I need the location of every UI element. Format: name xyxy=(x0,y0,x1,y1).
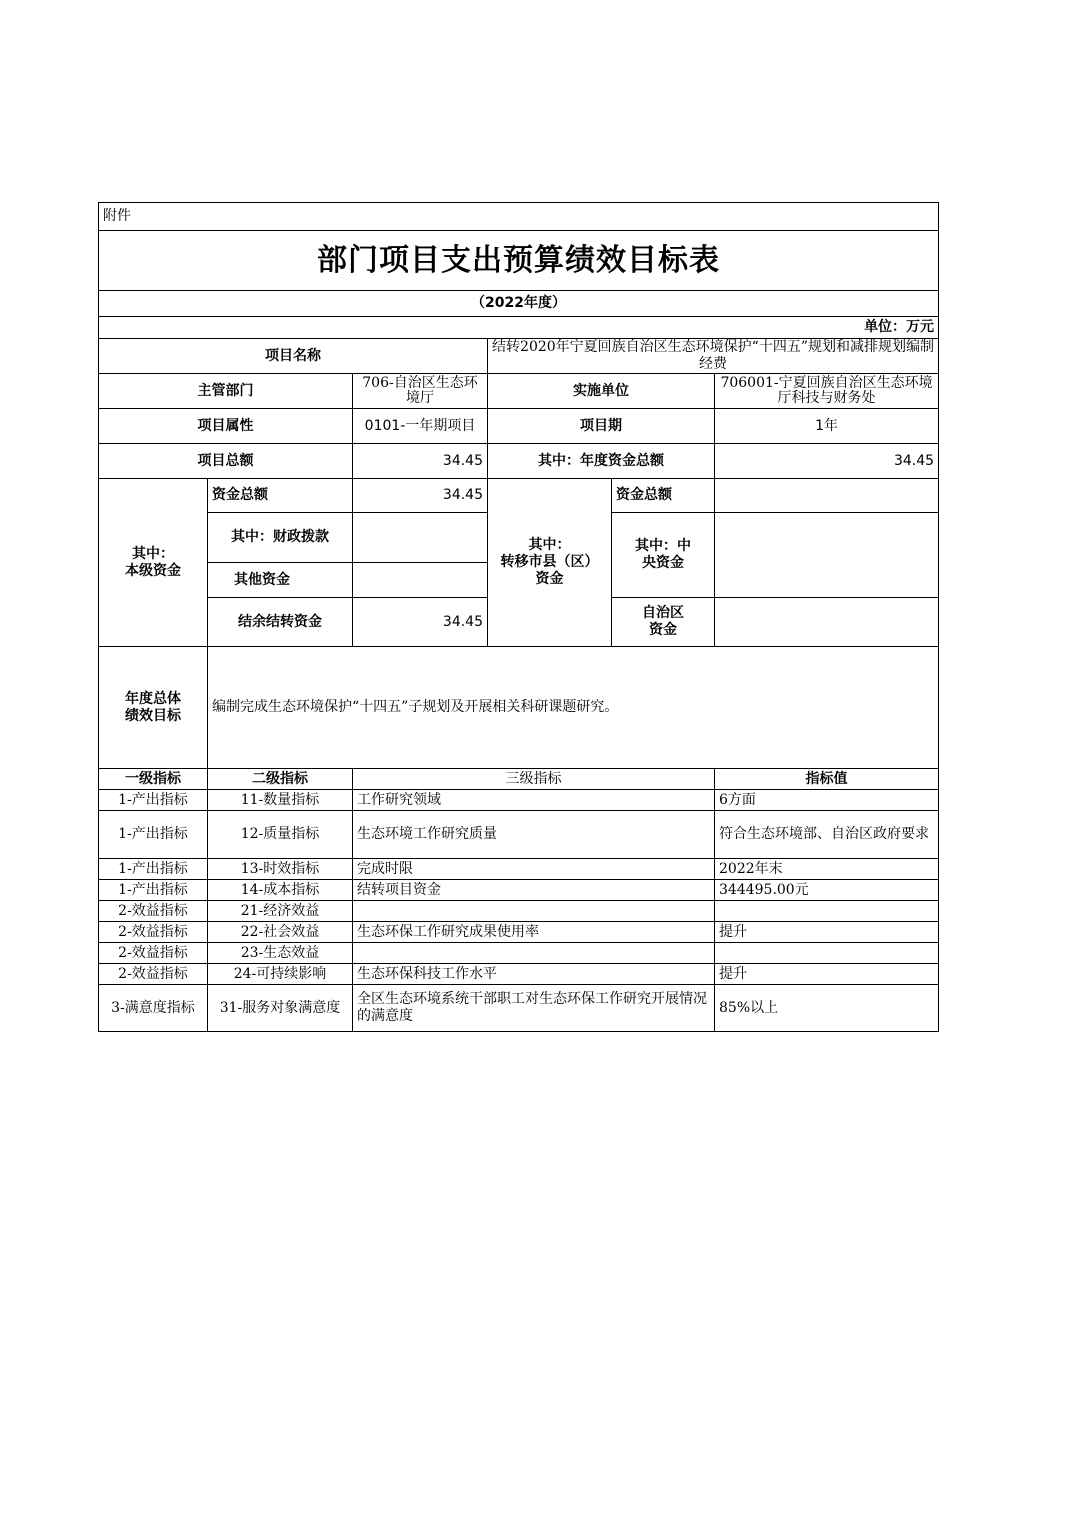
indicator-l2: 12-质量指标 xyxy=(208,811,353,859)
local-funds-label: 其中： 本级资金 xyxy=(99,479,208,647)
indicator-l1: 2-效益指标 xyxy=(99,901,208,922)
indicator-value: 6方面 xyxy=(715,790,939,811)
annual-goal-label: 年度总体 绩效目标 xyxy=(99,647,208,769)
table-row xyxy=(99,859,939,880)
carryover-funds-value: 34.45 xyxy=(353,598,488,647)
table-row xyxy=(99,985,939,1032)
table-row xyxy=(99,964,939,985)
indicator-value: 2022年末 xyxy=(715,859,939,880)
table-row xyxy=(99,943,939,964)
central-funds-label: 其中：中 央资金 xyxy=(612,513,715,598)
page-title: 部门项目支出预算绩效目标表 xyxy=(99,231,939,291)
annual-goal-value: 编制完成生态环境保护“十四五”子规划及开展相关科研课题研究。 xyxy=(208,647,939,769)
indicator-l1: 1-产出指标 xyxy=(99,811,208,859)
fiscal-funds-label: 其中：财政拨款 xyxy=(208,513,353,563)
annual-total-label: 其中：年度资金总额 xyxy=(488,444,715,479)
indicator-l2: 13-时效指标 xyxy=(208,859,353,880)
dept-label: 主管部门 xyxy=(99,374,353,409)
transfer-total-label: 资金总额 xyxy=(612,479,715,513)
indicator-l1: 1-产出指标 xyxy=(99,790,208,811)
annual-total-value: 34.45 xyxy=(715,444,939,479)
indicator-l2: 14-成本指标 xyxy=(208,880,353,901)
indicator-l2: 24-可持续影响 xyxy=(208,964,353,985)
indicator-l2: 11-数量指标 xyxy=(208,790,353,811)
indicator-value xyxy=(715,943,939,964)
attachment-label: 附件 xyxy=(99,203,939,231)
indicator-l3 xyxy=(353,901,715,922)
indicator-l3: 生态环保科技工作水平 xyxy=(353,964,715,985)
indicator-value xyxy=(715,901,939,922)
region-funds-label: 自治区 资金 xyxy=(612,598,715,647)
carryover-funds-label: 结余结转资金 xyxy=(208,598,353,647)
indicator-header-value: 指标值 xyxy=(715,769,939,790)
indicator-header-l2: 二级指标 xyxy=(208,769,353,790)
project-period-value: 1年 xyxy=(715,409,939,444)
unit-label: 单位：万元 xyxy=(99,317,939,339)
indicator-l1: 2-效益指标 xyxy=(99,922,208,943)
indicator-header-l3: 三级指标 xyxy=(353,769,715,790)
indicator-l3: 全区生态环境系统干部职工对生态环保工作研究开展情况的满意度 xyxy=(353,985,715,1032)
project-total-value: 34.45 xyxy=(353,444,488,479)
indicator-value: 符合生态环境部、自治区政府要求 xyxy=(715,811,939,859)
indicator-l3: 完成时限 xyxy=(353,859,715,880)
other-funds-label: 其他资金 xyxy=(208,563,353,598)
budget-performance-sheet xyxy=(98,202,938,1032)
project-name-label: 项目名称 xyxy=(99,339,488,374)
project-period-label: 项目期 xyxy=(488,409,715,444)
project-total-label: 项目总额 xyxy=(99,444,353,479)
indicator-l3: 工作研究领域 xyxy=(353,790,715,811)
indicator-l2: 31-服务对象满意度 xyxy=(208,985,353,1032)
indicator-l2: 23-生态效益 xyxy=(208,943,353,964)
table-row xyxy=(99,922,939,943)
table-row xyxy=(99,880,939,901)
project-attr-label: 项目属性 xyxy=(99,409,353,444)
indicator-value: 344495.00元 xyxy=(715,880,939,901)
indicator-l1: 3-满意度指标 xyxy=(99,985,208,1032)
indicator-l3 xyxy=(353,943,715,964)
fiscal-year: （2022年度） xyxy=(99,291,939,317)
impl-unit-label: 实施单位 xyxy=(488,374,715,409)
indicator-l1: 2-效益指标 xyxy=(99,943,208,964)
central-funds-value xyxy=(715,513,939,598)
indicator-value: 提升 xyxy=(715,922,939,943)
other-funds-value xyxy=(353,563,488,598)
indicator-l1: 2-效益指标 xyxy=(99,964,208,985)
indicator-l2: 22-社会效益 xyxy=(208,922,353,943)
fiscal-funds-value xyxy=(353,513,488,563)
indicator-header-l1: 一级指标 xyxy=(99,769,208,790)
indicator-l3: 生态环境工作研究质量 xyxy=(353,811,715,859)
performance-table xyxy=(98,202,939,1032)
indicator-l2: 21-经济效益 xyxy=(208,901,353,922)
indicator-l3: 生态环保工作研究成果使用率 xyxy=(353,922,715,943)
indicator-value: 提升 xyxy=(715,964,939,985)
project-name-value: 结转2020年宁夏回族自治区生态环境保护“十四五”规划和减排规划编制经费 xyxy=(488,339,939,374)
indicator-value: 85%以上 xyxy=(715,985,939,1032)
indicator-l1: 1-产出指标 xyxy=(99,880,208,901)
transfer-total-value xyxy=(715,479,939,513)
impl-unit-value: 706001-宁夏回族自治区生态环境厅科技与财务处 xyxy=(715,374,939,409)
local-total-label: 资金总额 xyxy=(208,479,353,513)
table-row xyxy=(99,811,939,859)
table-row xyxy=(99,790,939,811)
indicator-l3: 结转项目资金 xyxy=(353,880,715,901)
region-funds-value xyxy=(715,598,939,647)
local-total-value: 34.45 xyxy=(353,479,488,513)
project-attr-value: 0101-一年期项目 xyxy=(353,409,488,444)
indicator-l1: 1-产出指标 xyxy=(99,859,208,880)
dept-value: 706-自治区生态环境厅 xyxy=(353,374,488,409)
table-row xyxy=(99,901,939,922)
transfer-funds-label: 其中： 转移市县（区） 资金 xyxy=(488,479,612,647)
